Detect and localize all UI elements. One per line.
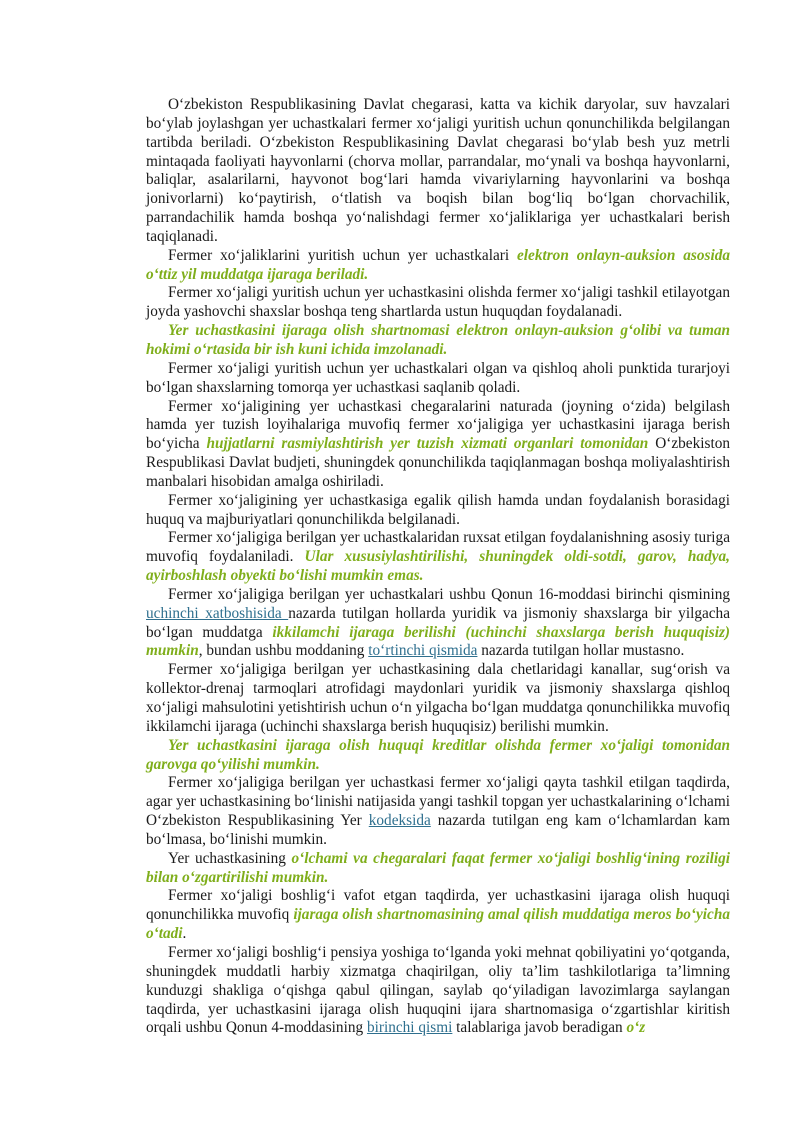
paragraph-text: talablariga javob beradigan: [452, 1019, 627, 1037]
paragraph: [146, 360, 730, 398]
paragraph: [146, 661, 730, 736]
paragraph: [146, 247, 730, 285]
highlighted-text: o‘z: [626, 1019, 646, 1037]
paragraph-text: Fermer xo‘jaligiga berilgan yer uchastkasining dala chetlaridagi kanallar, sug‘orish va kollektor-drenaj tarmoqlari atrofidagi maydonlari yuridik va jismoniy shaxslarga qishloq xo‘jaligi mahsulotini yetishtirish uchun o‘n yilgacha bo‘lgan muddatga qonunchilikka muvofiq ikkilamchi ijaraga (uchinchi shaxslarga berish huquqisiz) berilishi mumkin.: [146, 661, 730, 735]
highlighted-text: Ular xususiylashtirilishi, shuningdek oldi-sotdi, garov, hadya, ayirboshlash obyekti bo‘lishi mumkin emas.: [146, 548, 730, 585]
paragraph-text: Fermer xo‘jaligi yuritish uchun yer uchastkalari olgan va qishloq aholi punktida turarjoyi bo‘lgan shaxslarning tomorqa yer uchastkasi saqlanib qoladi.: [146, 359, 730, 396]
paragraph: [146, 586, 730, 661]
paragraph-text: Fermer xo‘jaligi boshlig‘i pensiya yoshiga to‘lganda yoki mehnat qobiliyatini yo‘qotganda, shuningdek muddatli harbiy xizmatga chaqirilgan, oliy ta’lim tashkilotlariga ta’limning kunduzgi shakliga o‘qishga qabul qilingan, saylab qo‘yiladigan lavozimlarga saylangan taqdirda, yer uchastkasini ijaraga olish huquqini ijara shartnomasiga o‘zgartishlar kiritish orqali ushbu Qonun 4-moddasining: [146, 943, 730, 1037]
paragraph: [146, 737, 730, 775]
paragraph: [146, 944, 730, 1038]
highlighted-text: o‘lchami va chegaralari faqat fermer xo‘jaligi boshlig‘ining roziligi bilan o‘zgartirilishi mumkin.: [146, 849, 730, 886]
paragraph-text: O‘zbekiston Respublikasining Davlat chegarasi, katta va kichik daryolar, suv havzalari bo‘ylab joylashgan yer uchastkalari fermer xo‘jaligi yuritish uchun qonunchilikda belgilangan tartibda beriladi. O‘zbekiston Respublikasining Davlat chegarasi bo‘ylab besh yuz metrli mintaqada faoliyati hayvonlarni (chorva mollar, parrandalar, mo‘ynali va boshqa hayvonlarni, baliqlar, asalarilarni, hayvonot bog‘lari hamda vivariylarning hayvonlarini va boshqa jonivorlarni) ko‘paytirish, o‘tlatish va boqish bilan bog‘liq bo‘lgan chorvachilik, parrandachilik hamda boshqa yo‘nalishdagi fermer xo‘jaliklariga yer uchastkalari berish taqiqlanadi.: [146, 96, 730, 245]
paragraph-text: nazarda tutilgan eng kam o‘lchamlardan kam bo‘lmasa, bo‘linishi mumkin.: [146, 812, 730, 848]
paragraph-text: Fermer xo‘jaligi yuritish uchun yer uchastkasini olishda fermer xo‘jaligi tashkil etilayotgan joyda yashovchi shaxslar boshqa teng shartlarda ustun huquqdan foydalanadi.: [146, 284, 730, 321]
paragraph: [146, 322, 730, 360]
paragraph-text: Fermer xo‘jaligiga berilgan yer uchastkasi fermer xo‘jaligi qayta tashkil etilgan taqdirda, agar yer uchastkasining bo‘linishi natijasida yangi tashkil topgan yer uchastkalarining o‘lchami O‘zbekiston Respublikasining Yer: [146, 774, 730, 830]
paragraph-text: Fermer xo‘jaligiga berilgan yer uchastkalaridan ruxsat etilgan foydalanishning asosiy turiga muvofiq foydalaniladi.: [146, 529, 730, 566]
highlighted-text: ijaraga olish shartnomasining amal qilish muddatiga meros bo‘yicha o‘tadi: [146, 906, 730, 943]
highlighted-text: elektron onlayn-auksion asosida o‘ttiz yil muddatga ijaraga beriladi.: [146, 246, 730, 283]
link-birinchi-qismi[interactable]: birinchi qismi: [366, 1019, 453, 1037]
paragraph: [146, 529, 730, 586]
paragraph-text: , bundan ushbu moddaning: [198, 642, 369, 660]
paragraph: [146, 96, 730, 247]
paragraph-text: Yer uchastkasining: [168, 849, 292, 867]
paragraph-text: Fermer xo‘jaliklarini yuritish uchun yer uchastkalari: [168, 246, 517, 264]
paragraph-text: O‘zbekiston Respublikasi Davlat budjeti, shuningdek qonunchilikda taqiqlanmagan boshqa moliyalashtirish manbalari hisobidan amalga oshiriladi.: [146, 435, 730, 490]
paragraph-text: Fermer xo‘jaligiga berilgan yer uchastkalari ushbu Qonun 16-moddasi birinchi qismining: [168, 585, 730, 603]
paragraph-text: .: [182, 925, 187, 943]
document-body: [146, 96, 730, 1038]
paragraph-text: Fermer xo‘jaligining yer uchastkasi chegaralarini naturada (joyning o‘zida) belgilash hamda yer tuzish loyihalariga muvofiq fermer xo‘jaligiga yer uchastkasini ijaraga berish bo‘yicha: [146, 397, 730, 453]
paragraph-text: nazarda tutilgan hollarda yuridik va jismoniy shaxslarga bir yilgacha bo‘lgan muddatga: [146, 604, 730, 641]
paragraph: [146, 492, 730, 530]
paragraph: [146, 850, 730, 888]
paragraph: [146, 887, 730, 944]
paragraph-text: Fermer xo‘jaligi boshlig‘i vafot etgan taqdirda, yer uchastkasini ijaraga olish huquqi qonunchilikka muvofiq: [146, 887, 730, 924]
paragraph: [146, 774, 730, 849]
link-tortinchi-qismida[interactable]: to‘rtinchi qismida: [368, 642, 478, 660]
highlighted-text: hujjatlarni rasmiylashtirish yer tuzish xizmati organlari tomonidan: [206, 435, 649, 453]
link-uchinchi-xatboshisida[interactable]: uchinchi xatboshisida: [146, 604, 289, 622]
paragraph-text: nazarda tutilgan hollar mustasno.: [477, 642, 685, 660]
highlighted-text: Yer uchastkasini ijaraga olish huquqi kreditlar olishda fermer xo‘jaligi tomonidan garovga qo‘yilishi mumkin.: [146, 736, 730, 773]
link-kodeksida[interactable]: kodeksida: [368, 812, 431, 830]
paragraph: [146, 284, 730, 322]
highlighted-text: ikkilamchi ijaraga berilishi (uchinchi shaxslarga berish huquqisiz) mumkin: [146, 623, 730, 660]
paragraph-text: Fermer xo‘jaligining yer uchastkasiga egalik qilish hamda undan foydalanish borasidagi huquq va majburiyatlari qonunchilikda belgilanadi.: [146, 491, 730, 528]
highlighted-text: Yer uchastkasini ijaraga olish shartnomasi elektron onlayn-auksion g‘olibi va tuman hokimi o‘rtasida bir ish kuni ichida imzolanadi.: [146, 322, 730, 358]
paragraph: [146, 398, 730, 492]
